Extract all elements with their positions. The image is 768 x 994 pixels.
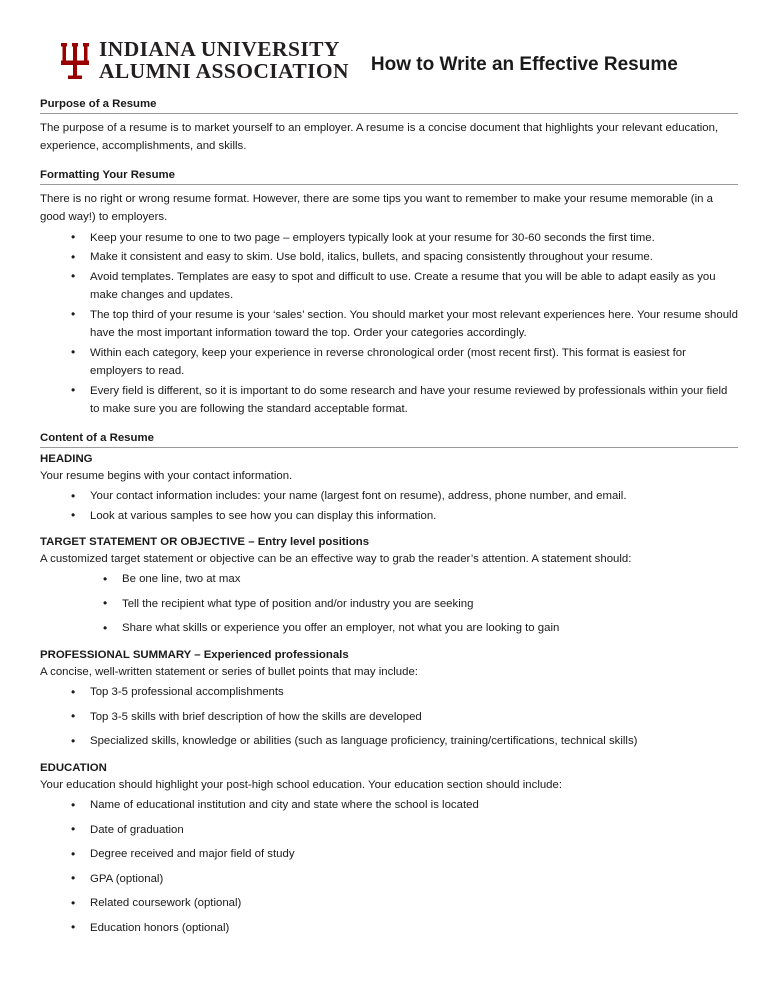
wordmark-line-university: INDIANA UNIVERSITY <box>99 37 340 62</box>
sub-heading-target-statement: TARGET STATEMENT OR OBJECTIVE – Entry level positions <box>40 535 370 548</box>
target-statement-paragraph: A customized target statement or objective can be an effective way to grab the reader’s attention. A statement should: <box>40 552 632 565</box>
list-item: • Top 3-5 skills with brief description of how the skills are developed <box>40 708 738 726</box>
formatting-paragraph: There is no right or wrong resume format. However, there are some tips you want to remember to make your resume memorable (in a good way!) to employers. <box>40 192 713 224</box>
sub-heading-education: EDUCATION <box>40 761 107 774</box>
section-purpose-of-a-resume <box>40 98 738 156</box>
purpose-paragraph: The purpose of a resume is to market yourself to an employer. A resume is a concise document that highlights your relevant education, experience, accomplishments, and skills. <box>40 122 719 153</box>
sub-heading-heading: HEADING <box>40 452 93 465</box>
wordmark-line-alumni: ALUMNI ASSOCIATION <box>99 59 349 83</box>
professional-summary-paragraph: A concise, well-written statement or series of bullet points that may include: <box>40 665 418 678</box>
section-formatting-your-resume <box>40 169 738 419</box>
iu-trident-icon <box>60 41 90 81</box>
document-header <box>40 30 738 92</box>
page-title: How to Write an Effective Resume <box>370 54 678 76</box>
sub-heading-professional-summary: PROFESSIONAL SUMMARY – Experienced professionals <box>40 648 349 661</box>
education-bullet-list <box>40 796 738 937</box>
subsection-heading <box>40 453 738 525</box>
list-item: • Specialized skills, knowledge or abilities (such as language proficiency, training/certifications, technical skills) <box>40 732 738 750</box>
list-item: • Name of educational institution and city and state where the school is located <box>40 796 738 814</box>
list-item: • Tell the recipient what type of position and/or industry you are seeking <box>40 595 738 613</box>
list-item: • Share what skills or experience you offer an employer, not what you are looking to gain <box>40 619 738 637</box>
subsection-target-statement <box>40 536 738 638</box>
section-divider <box>40 113 738 114</box>
list-item: • Related coursework (optional) <box>40 894 738 912</box>
list-item: • Date of graduation <box>40 821 738 839</box>
list-item: • GPA (optional) <box>40 870 738 888</box>
list-item: • Your contact information includes: your name (largest font on resume), address, phone number, and email. <box>40 487 738 505</box>
section-heading-formatting: Formatting Your Resume <box>40 168 176 181</box>
section-divider <box>40 184 738 185</box>
list-item: • Degree received and major field of study <box>40 845 738 863</box>
education-paragraph: Your education should highlight your post-high school education. Your education section should include: <box>40 778 563 791</box>
formatting-bullet-list <box>40 229 738 419</box>
list-item: • Be one line, two at max <box>40 570 738 588</box>
list-item: • Top 3-5 professional accomplishments <box>40 683 738 701</box>
heading-paragraph: Your resume begins with your contact information. <box>40 469 293 482</box>
professional-summary-bullet-list <box>40 683 738 750</box>
list-item: • Make it consistent and easy to skim. Use bold, italics, bullets, and spacing consistently throughout your resume. <box>40 248 738 266</box>
list-item: • Education honors (optional) <box>40 919 738 937</box>
list-item: • Within each category, keep your experience in reverse chronological order (most recent first). This format is easiest for employers to read. <box>40 344 738 381</box>
iu-wordmark <box>99 39 349 83</box>
subsection-education <box>40 762 738 937</box>
section-heading-content: Content of a Resume <box>40 431 154 444</box>
list-item: • Avoid templates. Templates are easy to spot and difficult to use. Create a resume that you will be able to adapt easily as you make changes and updates. <box>40 268 738 305</box>
list-item: • Look at various samples to see how you can display this information. <box>40 507 738 525</box>
subsection-professional-summary <box>40 649 738 751</box>
list-item: • The top third of your resume is your ‘sales’ section. You should market your most relevant experiences here. Your resume should have the most important information toward the top. Order your categories accordingly. <box>40 306 738 343</box>
heading-bullet-list <box>40 487 738 525</box>
section-heading-purpose: Purpose of a Resume <box>40 98 157 110</box>
target-statement-bullet-list <box>40 570 738 637</box>
section-content-of-a-resume <box>40 432 738 937</box>
iu-alumni-association-logo <box>40 39 349 83</box>
list-item: • Every field is different, so it is important to do some research and have your resume reviewed by professionals within your field to make sure you are following the standard acceptable format. <box>40 382 738 419</box>
list-item: • Keep your resume to one to two page – employers typically look at your resume for 30-60 seconds the first time. <box>40 229 738 247</box>
section-divider <box>40 447 738 448</box>
